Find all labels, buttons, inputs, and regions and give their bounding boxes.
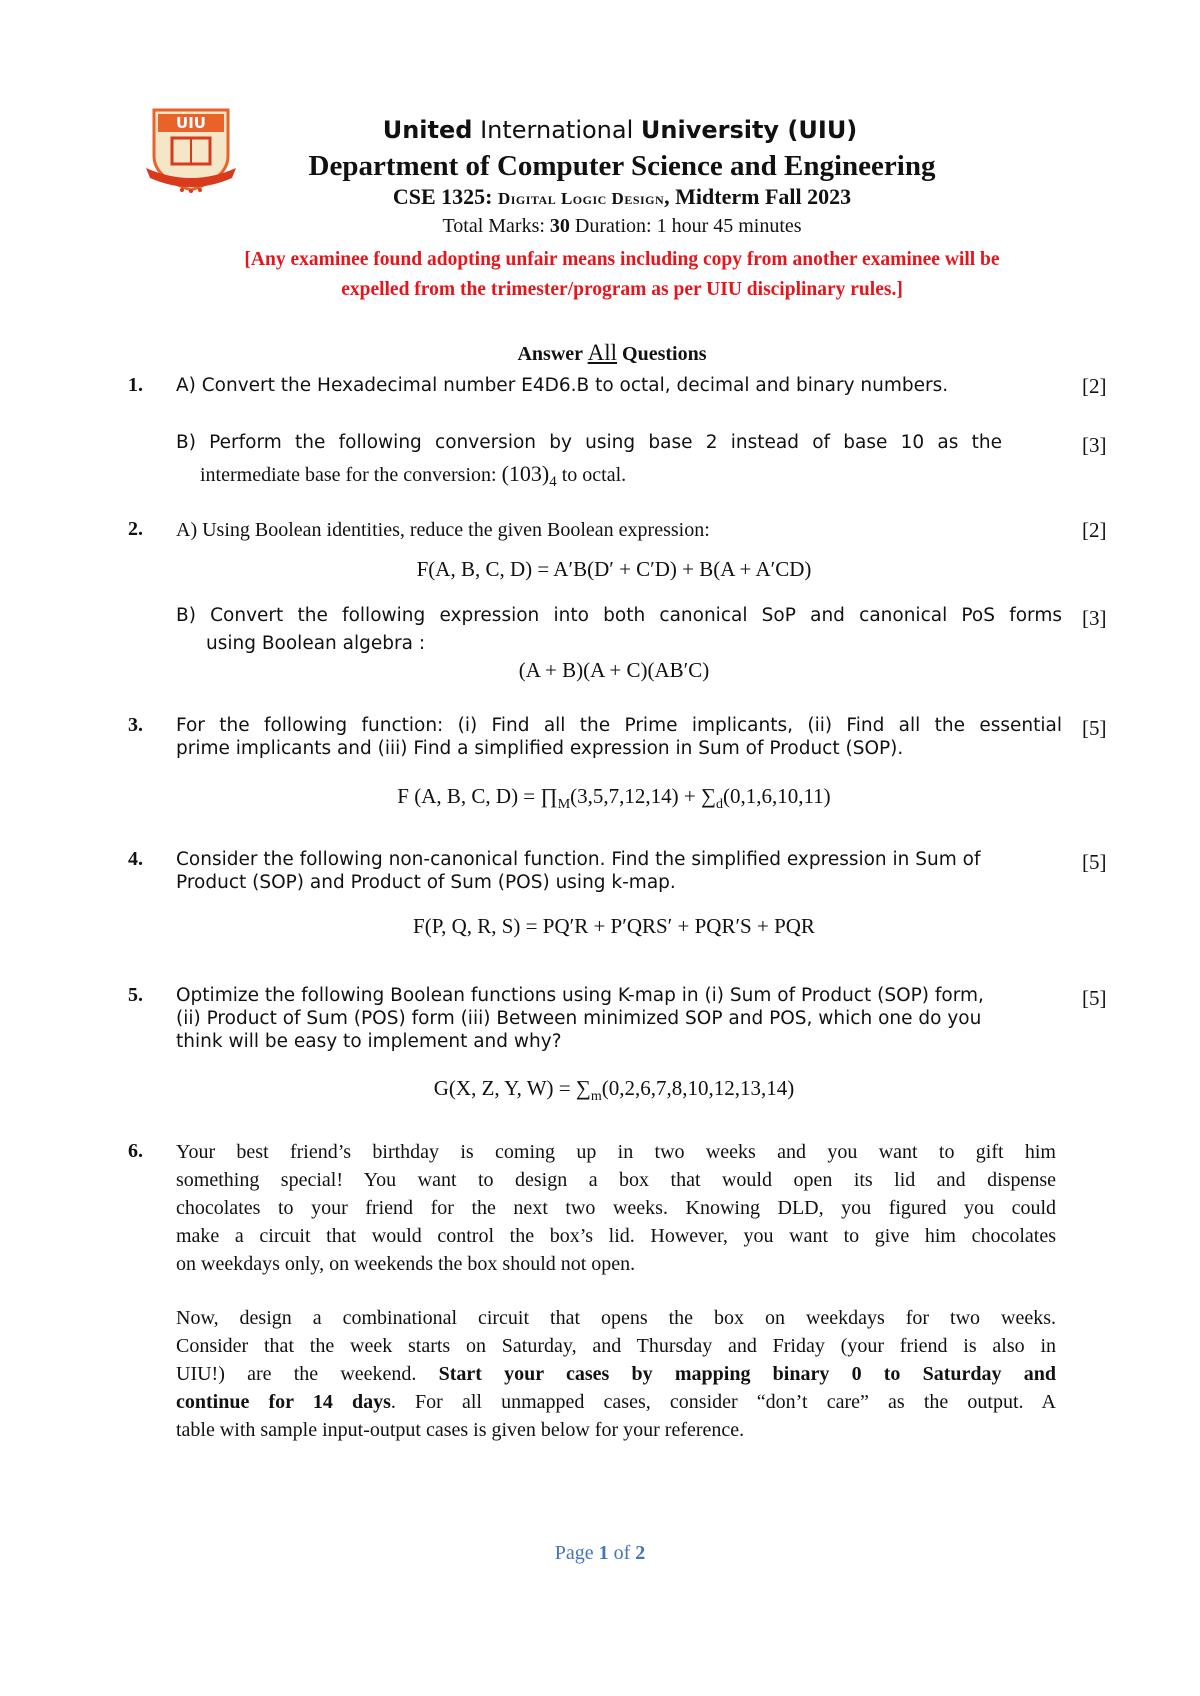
q1a-text: A) Convert the Hexadecimal number E4D6.B to octal, decimal and binary numbers. (176, 375, 949, 396)
q1b-text-line2: intermediate base for the conversion: $(103)_4$ to octal. (200, 461, 627, 490)
department-name: Department of Computer Science and Engineering (308, 150, 936, 182)
q2a-equation: F(A, B, C, D) = A′B(D′ + C′D) + B(A + A′CD) (416, 557, 812, 581)
q6-paragraph-2-line4: continue for 14 days. For all unmapped cases, consider “don’t care” as the output. A (176, 1391, 1057, 1413)
q6-paragraph-1-line5: on weekdays only, on weekends the box should not open. (176, 1253, 636, 1275)
q6-paragraph-2-line5: table with sample input-output cases is given below for your reference. (176, 1419, 745, 1441)
q5-marks: [5] (1082, 986, 1107, 1010)
question-number: 3. (128, 714, 143, 736)
q4-text-line2: Product (SOP) and Product of Sum (POS) using k-map. (176, 872, 676, 893)
q4-text-line1: Consider the following non-canonical function. Find the simplified expression in Sum of (176, 849, 981, 870)
q3-text-line1: For the following function: (i) Find all the Prime implicants, (ii) Find all the essential (176, 715, 1062, 736)
q5-equation: G(X, Z, Y, $W) = \sum_m(0,2,6,7,8,10,12,13,14)$ (433, 1076, 795, 1105)
q1a-marks: [2] (1082, 374, 1107, 398)
q6-paragraph-1-line4: make a circuit that would control the box’s lid. However, you want to give him chocolates (176, 1225, 1056, 1247)
q6-paragraph-1-line1: Your best friend’s birthday is coming up in two weeks and you want to gift him (176, 1141, 1056, 1163)
q5-text-line2: (ii) Product of Sum (POS) form (iii) Between minimized SOP and POS, which one do you (176, 1008, 982, 1029)
warning-line-1: [Any examinee found adopting unfair means including copy from another examinee will be (244, 249, 1000, 270)
warning-line-2: expelled from the trimester/program as per UIU disciplinary rules.] (341, 279, 903, 300)
q1b-text-line1: B) Perform the following conversion by using base 2 instead of base 10 as the (176, 432, 1002, 453)
q6-paragraph-2-line3: UIU!) are the weekend. Start your cases by mapping binary 0 to Saturday and (176, 1363, 1057, 1385)
q2b-equation: (A + B)(A + C)(AB′C) (518, 658, 710, 682)
question-number: 4. (128, 848, 143, 870)
exam-marks-duration: Total Marks: 30 Duration: 1 hour 45 minutes (442, 215, 802, 237)
q2a-text: A) Using Boolean identities, reduce the given Boolean expression: (176, 519, 710, 541)
q6-paragraph-1-line3: chocolates to your friend for the next two weeks. Knowing DLD, you figured you could (176, 1197, 1056, 1219)
answer-all-heading: Answer All Questions (517, 340, 707, 365)
course-title: CSE 1325: Digital Logic Design, Midterm Fall 2023 (392, 184, 852, 209)
question-number: 1. (128, 374, 143, 396)
q4-equation: F(P, Q, R, S) = PQ′R + P′QRS′ + PQR′S + PQR (413, 914, 815, 938)
q6-paragraph-2-line2: Consider that the week starts on Saturday, and Thursday and Friday (your friend is also in (176, 1335, 1056, 1357)
q2b-marks: [3] (1082, 606, 1107, 630)
q5-text-line1: Optimize the following Boolean functions using K-map in (i) Sum of Product (SOP) form, (176, 985, 984, 1006)
q5-text-line3: think will be easy to implement and why? (176, 1031, 562, 1052)
svg-text:UIU: UIU (176, 114, 206, 132)
q3-equation: F (A, B, C, $D) = \prod_M(3,5,7,12,14) + \sum_d(0,1,6,10,11)$ (397, 784, 831, 813)
q3-text-line2: prime implicants and (iii) Find a simplified expression in Sum of Product (SOP). (176, 738, 904, 759)
page-number: Page 1 of 2 (554, 1542, 646, 1564)
q2b-text-line2: using Boolean algebra : (206, 633, 426, 654)
q3-marks: [5] (1082, 716, 1107, 740)
question-number: 6. (128, 1140, 143, 1162)
question-number: 5. (128, 984, 143, 1006)
q6-paragraph-2-line1: Now, design a combinational circuit that opens the box on weekdays for two weeks. (176, 1307, 1056, 1329)
q2a-marks: [2] (1082, 518, 1107, 542)
q1b-marks: [3] (1082, 433, 1107, 457)
question-number: 2. (128, 518, 143, 540)
university-name: United International University (UIU) (382, 116, 858, 144)
q2b-text-line1: B) Convert the following expression into both canonical SoP and canonical PoS forms (176, 605, 1062, 626)
q4-marks: [5] (1082, 850, 1107, 874)
q6-paragraph-1-line2: something special! You want to design a box that would open its lid and dispense (176, 1169, 1056, 1191)
